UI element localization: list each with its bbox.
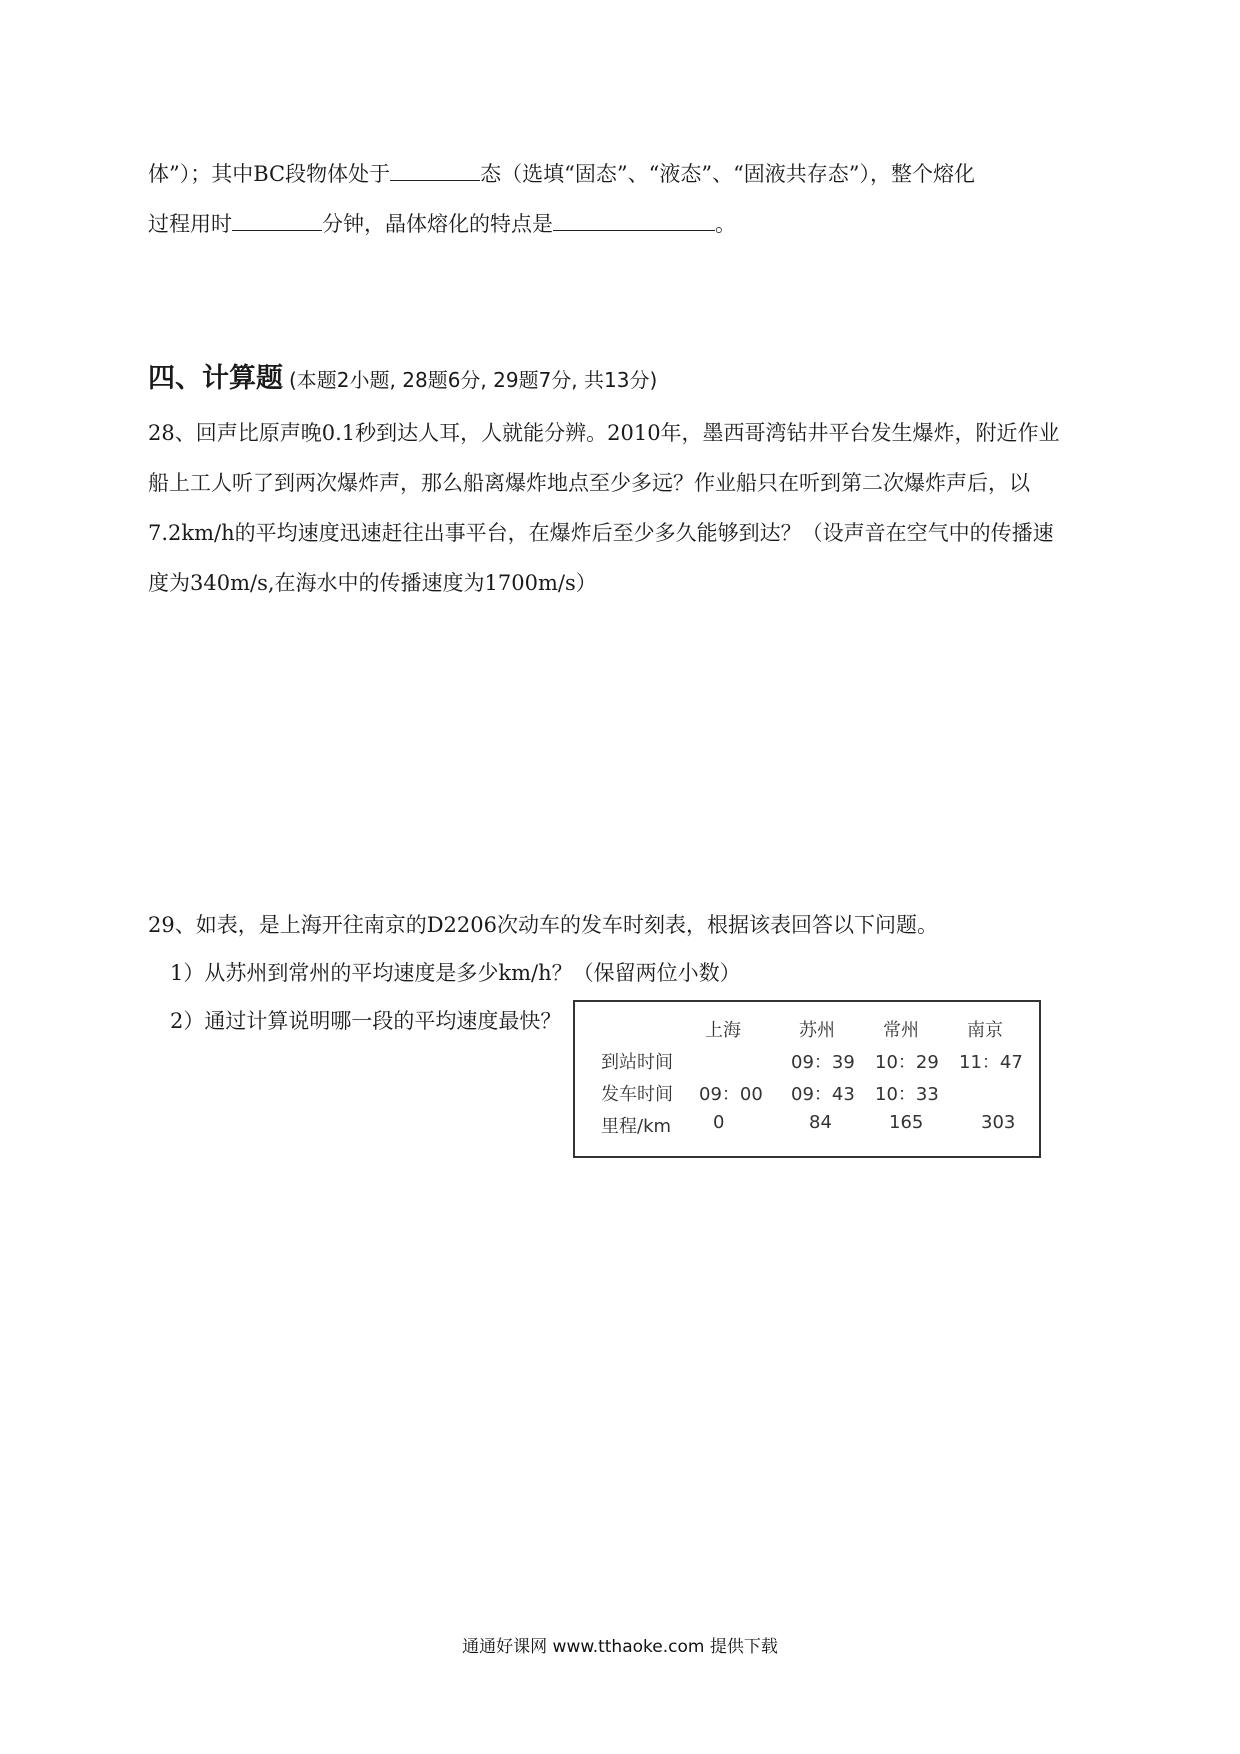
q27-line-2 — [148, 208, 736, 239]
timetable-cell: 303 — [981, 1112, 1016, 1133]
timetable-header-shanghai: 上海 — [705, 1020, 741, 1041]
q29-sub-2: 2）通过计算说明哪一段的平均速度最快？ — [170, 1009, 562, 1033]
timetable-header-nanjing: 南京 — [967, 1020, 1003, 1041]
section-note: (本题2小题, 28题6分, 29题7分, 共13分) — [289, 368, 658, 392]
q27-line-1 — [148, 158, 975, 189]
q27-blank-time — [232, 208, 322, 231]
q28-line-4: 度为340m/s,在海水中的传播速度为1700m/s） — [148, 571, 597, 595]
footer-credit: 通通好课网 www.tthaoke.com 提供下载 — [462, 1637, 778, 1657]
q27-line2-text-c: 。 — [715, 212, 736, 236]
timetable-header-changzhou: 常州 — [883, 1020, 919, 1041]
timetable-cell: 165 — [889, 1112, 924, 1133]
q28-line-3: 7.2km/h的平均速度迅速赶往出事平台，在爆炸后至少多久能够到达？（设声音在空气中的传播速 — [148, 521, 1054, 545]
timetable-row-label-mileage: 里程/km — [601, 1116, 672, 1137]
timetable-cell: 09：43 — [791, 1084, 855, 1105]
q27-blank-state — [390, 158, 480, 181]
timetable-row-label-departure: 发车时间 — [601, 1084, 673, 1105]
q27-line1-text-a: 体”）；其中BC段物体处于 — [148, 162, 391, 186]
timetable-cell: 11：47 — [959, 1052, 1023, 1073]
section-heading — [148, 356, 657, 395]
q27-line2-text-a: 过程用时 — [148, 212, 232, 236]
timetable-cell: 0 — [713, 1112, 725, 1133]
q28-line-2: 船上工人听了到两次爆炸声，那么船离爆炸地点至少多远？作业船只在听到第二次爆炸声后，以 — [148, 471, 1030, 495]
section-title: 四、计算题 — [148, 363, 283, 394]
timetable-cell: 84 — [809, 1112, 832, 1133]
q27-line1-text-b: 态（选填“固态”、“液态”、“固液共存态”），整个熔化 — [480, 162, 976, 186]
timetable-cell: 09：00 — [699, 1084, 763, 1105]
q27-line2-text-b: 分钟，晶体熔化的特点是 — [322, 212, 553, 236]
timetable-header-suzhou: 苏州 — [799, 1020, 835, 1041]
q27-blank-feature — [553, 208, 715, 231]
q29-intro: 29、如表，是上海开往南京的D2206次动车的发车时刻表，根据该表回答以下问题。 — [148, 913, 938, 937]
timetable-row-label-arrival: 到站时间 — [601, 1052, 673, 1073]
train-timetable — [573, 1000, 1041, 1158]
timetable-cell: 10：29 — [875, 1052, 939, 1073]
timetable-cell: 09：39 — [791, 1052, 855, 1073]
q29-sub-1: 1）从苏州到常州的平均速度是多少km/h？（保留两位小数） — [170, 961, 741, 985]
q28-line-1: 28、回声比原声晚0.1秒到达人耳，人就能分辨。2010年，墨西哥湾钻井平台发生爆炸，附近作业 — [148, 421, 1060, 445]
timetable-cell: 10：33 — [875, 1084, 939, 1105]
